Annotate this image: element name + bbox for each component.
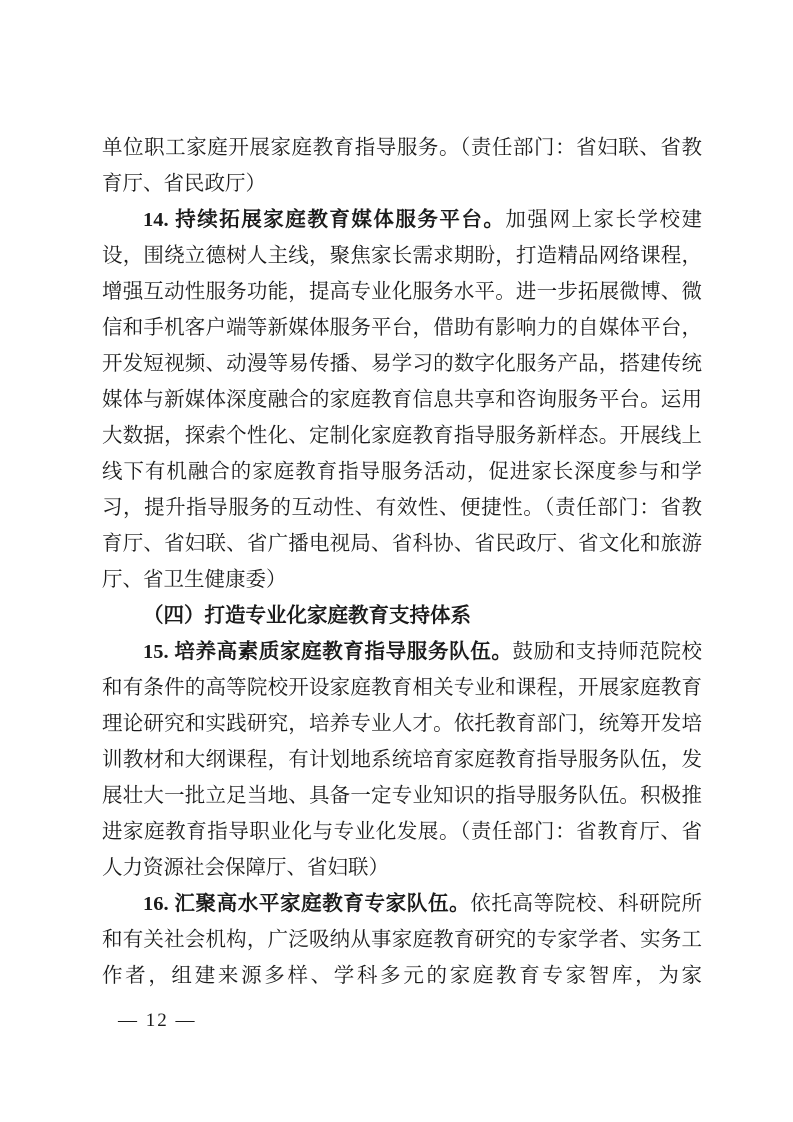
text-run: 加强网上家长学校建设，围绕立德树人主线，聚焦家长需求期盼，打造精品网络课程，增强互动性服务功能，提高专业化服务水平。进一步拓展微博、微信和手机客户端等新媒体服务平台，借助有影响力的自媒体平台，开发短视频、动漫等易传播、易学习的数字化服务产品，搭建传统媒体与新媒体深度融合的家庭教育信息共享和咨询服务平台。运用大数据，探索个性化、定制化家庭教育指导服务新样态。开展线上线下有机融合的家庭教育指导服务活动，促进家长深度参与和学习，提升指导服务的互动性、有效性、便捷性。（责任部门：省教育厅、省妇联、省广播电视局、省科协、省民政厅、省文化和旅游厅、省卫生健康委） [102, 209, 703, 591]
text-run: 单位职工家庭开展家庭教育指导服务。（责任部门：省妇联、省教育厅、省民政厅） [102, 137, 702, 195]
text-run: 依托高等院校、科研院所和有关社会机构，广泛吸纳从事家庭教育研究的专家学者、实务工作者，组建来源多样、学科多元的家庭教育专家智库，为家 [102, 893, 703, 987]
text-run: 鼓励和支持师范院校和有条件的高等院校开设家庭教育相关专业和课程，开展家庭教育理论研究和实践研究，培养专业人才。依托教育部门，统筹开发培训教材和大纲课程，有计划地系统培育家庭教育指导服务队伍，发展壮大一批立足当地、具备一定专业知识的指导服务队伍。积极推进家庭教育指导职业化与专业化发展。（责任部门：省教育厅、省人力资源社会保障厅、省妇联） [102, 641, 703, 879]
document-body [102, 130, 702, 994]
text-run-bold: （四）打造专业化家庭教育支持体系 [143, 605, 471, 627]
para-item-16 [102, 886, 702, 994]
text-run-bold: 14. 持续拓展家庭教育媒体服务平台。 [143, 209, 506, 231]
page-number: — 12 — [118, 1010, 197, 1031]
text-run-bold: 16. 汇聚高水平家庭教育专家队伍。 [143, 893, 471, 915]
para-item-14 [102, 202, 702, 598]
para-13-continuation [102, 130, 702, 202]
page-footer [118, 1010, 197, 1032]
para-item-15 [102, 634, 702, 886]
heading-section-4 [102, 598, 702, 634]
text-run-bold: 15. 培养高素质家庭教育指导服务队伍。 [143, 641, 513, 663]
